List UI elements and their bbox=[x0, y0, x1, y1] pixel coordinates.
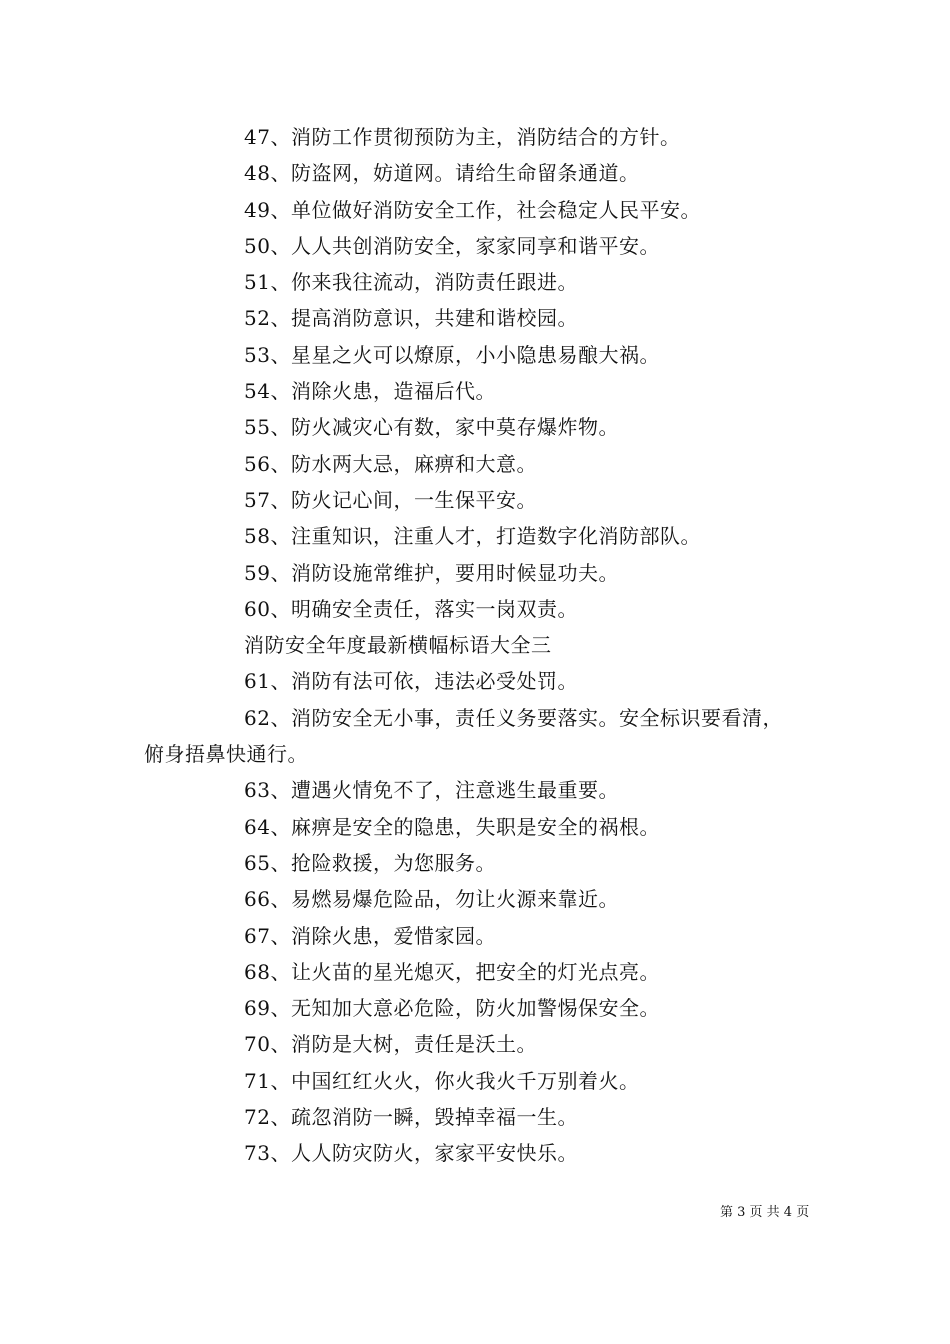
slogan-line: 50、人人共创消防安全，家家同享和谐平安。 bbox=[244, 233, 660, 258]
slogan-line: 48、防盗网，妨道网。请给生命留条通道。 bbox=[244, 161, 640, 186]
slogan-line: 51、你来我往流动，消防责任跟进。 bbox=[244, 270, 578, 295]
page-footer: 第 3 页 共 4 页 bbox=[720, 1205, 810, 1220]
slogan-line: 49、单位做好消防安全工作，社会稳定人民平安。 bbox=[244, 197, 701, 222]
slogan-line: 65、抢险救援，为您服务。 bbox=[244, 850, 496, 875]
slogan-line: 67、消除火患，爱惜家园。 bbox=[244, 923, 496, 948]
slogan-line: 54、消除火患，造福后代。 bbox=[244, 379, 496, 404]
section-heading: 消防安全年度最新横幅标语大全三 bbox=[244, 633, 552, 658]
slogan-line: 55、防火减灾心有数，家中莫存爆炸物。 bbox=[244, 415, 619, 440]
slogan-line: 57、防火记心间，一生保平安。 bbox=[244, 487, 537, 512]
slogan-line: 68、让火苗的星光熄灭，把安全的灯光点亮。 bbox=[244, 959, 660, 984]
slogan-line: 47、消防工作贯彻预防为主，消防结合的方针。 bbox=[244, 125, 681, 149]
slogan-line: 62、消防安全无小事，责任义务要落实。安全标识要看清， bbox=[244, 705, 783, 730]
slogan-line: 66、易燃易爆危险品，勿让火源来靠近。 bbox=[244, 887, 619, 912]
slogan-line: 64、麻痹是安全的隐患，失职是安全的祸根。 bbox=[244, 814, 660, 839]
slogan-line: 60、明确安全责任，落实一岗双责。 bbox=[244, 596, 578, 621]
slogan-line: 73、人人防灾防火，家家平安快乐。 bbox=[244, 1141, 578, 1166]
slogan-line: 69、无知加大意必危险，防火加警惕保安全。 bbox=[244, 996, 660, 1021]
slogan-line: 70、消防是大树，责任是沃土。 bbox=[244, 1032, 537, 1057]
slogan-line: 63、遭遇火情免不了，注意逃生最重要。 bbox=[244, 778, 619, 803]
slogan-line-continuation: 俯身捂鼻快通行。 bbox=[144, 742, 308, 767]
slogan-line: 59、消防设施常维护，要用时候显功夫。 bbox=[244, 560, 619, 585]
slogan-line: 58、注重知识，注重人才，打造数字化消防部队。 bbox=[244, 524, 701, 549]
slogan-line: 72、疏忽消防一瞬，毁掉幸福一生。 bbox=[244, 1105, 578, 1130]
slogan-line: 56、防水两大忌，麻痹和大意。 bbox=[244, 451, 537, 476]
slogan-line: 71、中国红红火火，你火我火千万别着火。 bbox=[244, 1068, 640, 1093]
slogan-line: 61、消防有法可依，违法必受处罚。 bbox=[244, 669, 578, 694]
slogan-line: 53、星星之火可以燎原，小小隐患易酿大祸。 bbox=[244, 342, 660, 367]
slogan-line: 52、提高消防意识，共建和谐校园。 bbox=[244, 306, 578, 331]
slogan-list bbox=[0, 119, 950, 1172]
